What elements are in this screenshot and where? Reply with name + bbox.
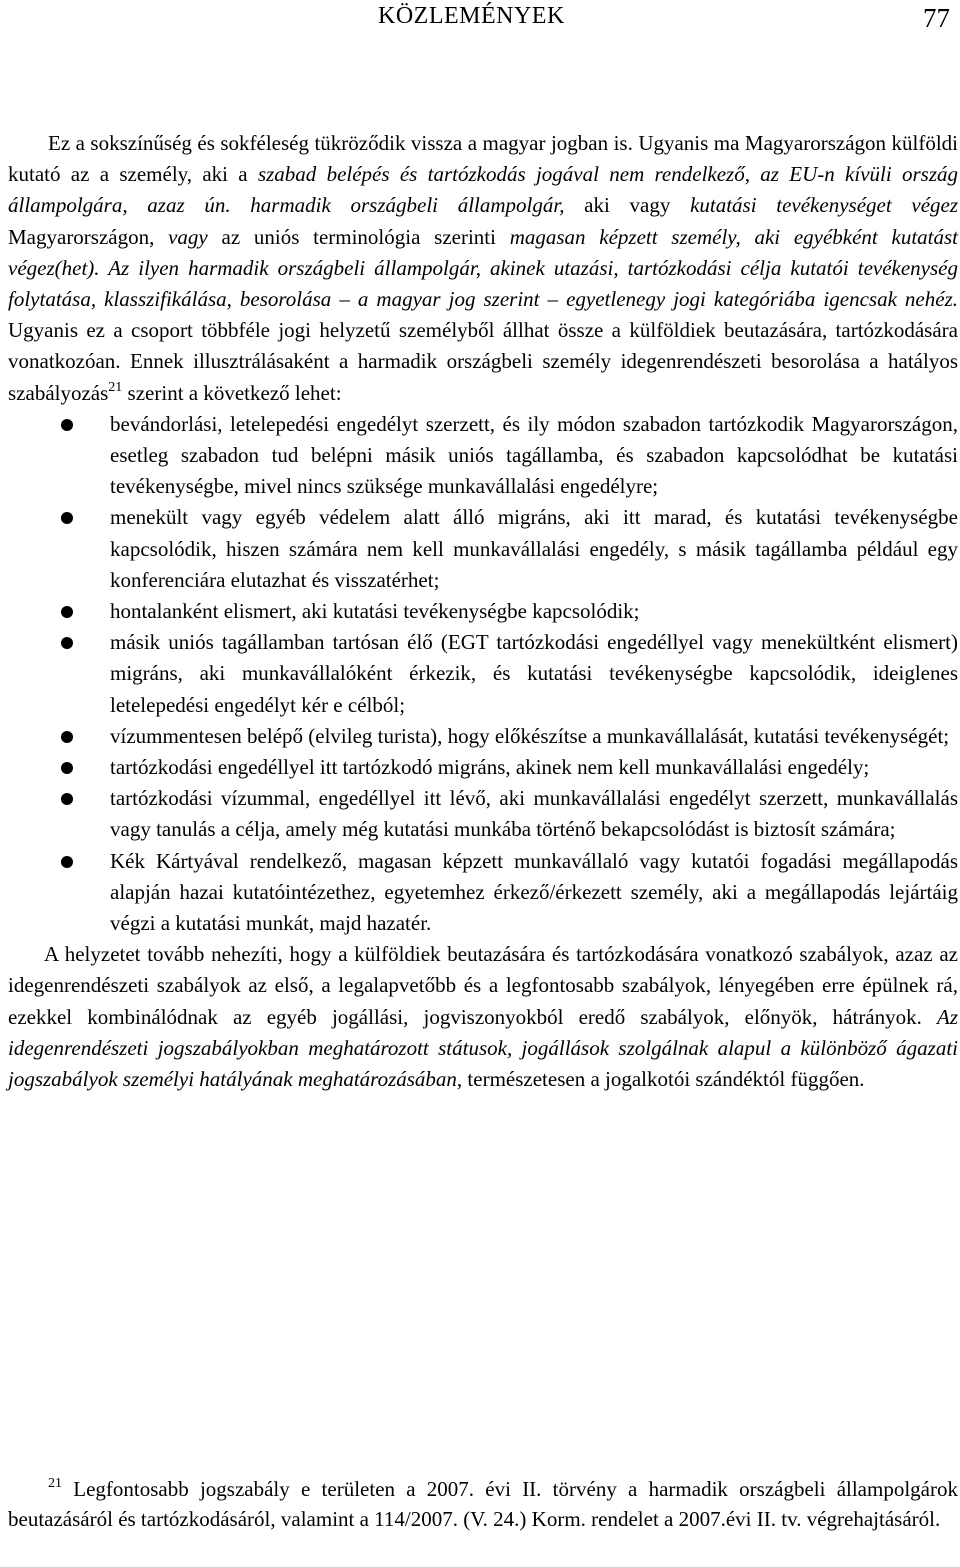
list-item: [8, 783, 958, 845]
running-title: KÖZLEMÉNYEK: [378, 3, 565, 29]
list-item: [8, 846, 958, 940]
footnote-text: [8, 1474, 958, 1534]
text-run: az uniós terminológia szerinti: [207, 224, 510, 249]
list-item: [8, 752, 958, 783]
page-number: 77: [923, 3, 950, 33]
text-run: A helyzetet tovább nehezíti, hogy a külföldiek beutazására és tartózkodására vonatkozó szabályok, azaz az idegenrendészeti szabályok az első, a legalapvetőbb és a legfontosabb szabályok, lényegében erre épülnek rá, ezekkel kombinálódnak az egyéb jogállási, jogviszonyokból eredő szabályok, előnyök, hátrányok.: [8, 942, 958, 1029]
list-item-text: tartózkodási vízummal, engedéllyel itt lévő, aki munkavállalási engedélyt szerzett, munkavállalás vagy tanulás a célja, amely még kutatási munkába történő bekapcsolódást is biztosít számára;: [110, 786, 958, 842]
list-item: [8, 627, 958, 721]
paragraph-intro: [8, 128, 958, 409]
italic-run: magasan képzett személy, aki egyébként kutatást végez(het). Az ilyen harmadik országbeli állampolgár, akinek utazási, tartózkodási célja kutatói tevékenység folytatása, klasszifikálása, besorolása – a magyar jog szerint – egyetlenegy jogi kategóriába igencsak nehéz.: [8, 224, 958, 312]
bullet-icon: [61, 762, 73, 774]
bullet-icon: [61, 731, 73, 743]
bullet-icon: [61, 606, 73, 618]
italic-run: szabad belépés és tartózkodás jogával nem rendelkező, az EU-n kívüli ország állampolgára, azaz ún. harmadik országbeli állampolgár,: [8, 162, 958, 218]
main-text: [8, 128, 958, 1095]
bullet-icon: [61, 856, 73, 868]
footnote: [8, 1474, 958, 1534]
list-item-text: tartózkodási engedéllyel itt tartózkodó migráns, akinek nem kell munkavállalási engedély;: [110, 755, 870, 780]
list-item-text: hontalanként elismert, aki kutatási tevékenységbe kapcsolódik;: [110, 599, 640, 624]
text-run: Magyarországon,: [8, 224, 169, 249]
text-run: , természetesen a jogalkotói szándéktól függően.: [456, 1067, 865, 1092]
italic-run: vagy: [168, 224, 208, 249]
list-item: [8, 596, 958, 627]
footnote-body: Legfontosabb jogszabály e területen a 2007. évi II. törvény a harmadik országbeli állampolgárok beutazásáról és tartózkodásáról, valamint a 114/2007. (V. 24.) Korm. rendelet a 2007.évi II. tv. végrehajtásáról.: [8, 1477, 958, 1531]
footnote-number: 21: [48, 1476, 62, 1491]
bullet-icon: [61, 419, 73, 431]
list-item: [8, 409, 958, 503]
list-item-text: bevándorlási, letelepedési engedélyt szerzett, és ily módon szabadon tartózkodik Magyarországon, esetleg szabadon tud belépni másik uniós tagállamba, és szabadon kapcsolódhat be kutatási tevékenységbe, mivel nincs szüksége munkavállalási engedélyre;: [110, 411, 958, 499]
list-item-text: vízummentesen belépő (elvileg turista), hogy előkészítse a munkavállalását, kutatási tevékenységét;: [110, 723, 950, 748]
text-run: Ugyanis ez a csoport többféle jogi helyzetű személyből állhat össze a külföldiek beutazására, tartózkodására vonatkozóan. Ennek illusztrálásaként a harmadik országbeli személy idegenrendészeti besorolása a hatályos szabályozás: [8, 318, 958, 405]
list-item: [8, 721, 958, 752]
list-item-text: Kék Kártyával rendelkező, magasan képzett munkavállaló vagy kutatói fogadási megállapodás alapján hazai kutatóintézethez, egyetemhez érkező/érkezett személy, aki a megállapodás lejártáig végzi a kutatási munkát, majd hazatér.: [110, 848, 958, 936]
text-run: Ez a sokszínűség és sokféleség tükröződik vissza a magyar jogban is. Ugyanis ma Magyarországon külföldi kutató az a személy, aki a: [8, 131, 958, 187]
italic-run: Az idegenrendészeti jogszabályokban meghatározott státusok, jogállások szolgálnak alapul a különböző ágazati jogszabályok személyi hatályának meghatározásában: [8, 1004, 958, 1092]
italic-run: kutatási tevékenységet végez: [690, 193, 959, 218]
list-item: [8, 502, 958, 596]
text-run: aki vagy: [564, 193, 691, 218]
page-header: [0, 0, 960, 48]
bullet-icon: [61, 512, 73, 524]
status-list: [8, 409, 958, 939]
text-run: szerint a következő lehet:: [122, 380, 342, 405]
list-item-text: másik uniós tagállamban tartósan élő (EGT tartózkodási engedéllyel vagy menekültként elismert) migráns, aki munkavállalóként érkezik, és kutatási tevékenységbe kapcsolódik, ideiglenes letelepedési engedélyt kér e célból;: [110, 630, 958, 717]
bullet-icon: [61, 637, 73, 649]
bullet-icon: [61, 793, 73, 805]
paragraph-conclusion: [8, 939, 958, 1095]
list-item-text: menekült vagy egyéb védelem alatt álló migráns, aki itt marad, és kutatási tevékenységbe kapcsolódik, hiszen számára nem kell munkavállalási engedély, s másik tagállamba például egy konferenciára elutazhat és visszatérhet;: [110, 505, 958, 592]
footnote-reference: 21: [108, 379, 123, 395]
